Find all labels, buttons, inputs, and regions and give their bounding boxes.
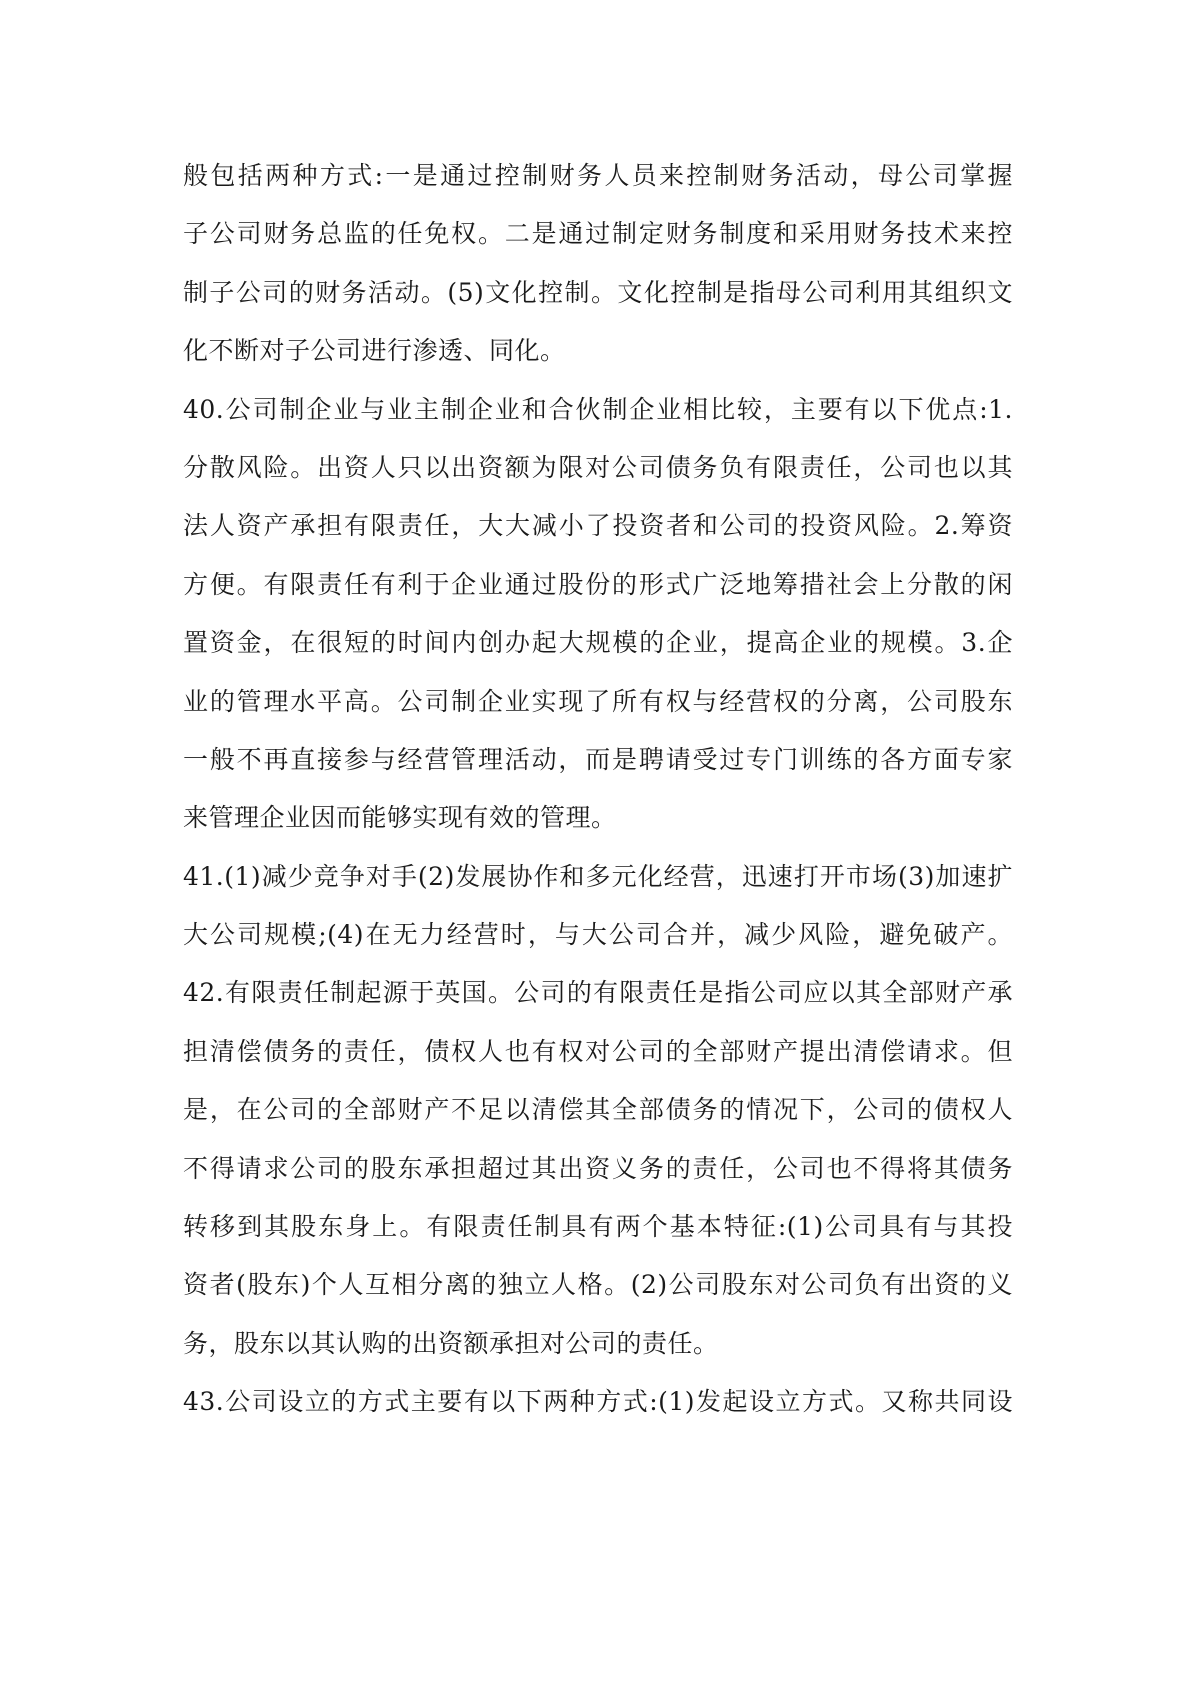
text-line: 是，在公司的全部财产不足以清偿其全部债务的情况下，公司的债权人 xyxy=(183,1095,1013,1125)
text-line: 置资金，在很短的时间内创办起大规模的企业，提高企业的规模。3.企 xyxy=(183,628,1013,658)
text-line: 子公司财务总监的任免权。二是通过制定财务制度和采用财务技术来控 xyxy=(183,219,1013,249)
text-line: 转移到其股东身上。有限责任制具有两个基本特征:(1)公司具有与其投 xyxy=(183,1212,1013,1242)
text-line: 法人资产承担有限责任，大大减小了投资者和公司的投资风险。2.筹资 xyxy=(183,511,1013,541)
text-line: 化不断对子公司进行渗透、同化。 xyxy=(183,336,566,366)
text-line: 一般不再直接参与经营管理活动，而是聘请受过专门训练的各方面专家 xyxy=(183,744,1013,774)
body-text xyxy=(183,147,1013,1432)
text-line: 般包括两种方式:一是通过控制财务人员来控制财务活动，母公司掌握 xyxy=(183,161,1013,190)
text-line: 资者(股东)个人互相分离的独立人格。(2)公司股东对公司负有出资的义 xyxy=(183,1270,1013,1300)
text-line: 40.公司制企业与业主制企业和合伙制企业相比较，主要有以下优点:1. xyxy=(183,394,1013,424)
text-line: 务，股东以其认购的出资额承担对公司的责任。 xyxy=(183,1328,719,1358)
text-line: 大公司规模;(4)在无力经营时，与大公司合并，减少风险，避免破产。 xyxy=(183,920,1013,950)
text-line: 42.有限责任制起源于英国。公司的有限责任是指公司应以其全部财产承 xyxy=(183,978,1013,1008)
text-line: 方便。有限责任有利于企业通过股份的形式广泛地筹措社会上分散的闲 xyxy=(183,569,1013,599)
text-line: 43.公司设立的方式主要有以下两种方式:(1)发起设立方式。又称共同设 xyxy=(183,1387,1013,1417)
text-line: 来管理企业因而能够实现有效的管理。 xyxy=(183,803,617,833)
text-line: 业的管理水平高。公司制企业实现了所有权与经营权的分离，公司股东 xyxy=(183,686,1013,716)
text-line: 担清偿债务的责任，债权人也有权对公司的全部财产提出清偿请求。但 xyxy=(183,1036,1013,1066)
text-line: 41.(1)减少竞争对手(2)发展协作和多元化经营，迅速打开市场(3)加速扩 xyxy=(183,861,1013,891)
text-line: 分散风险。出资人只以出资额为限对公司债务负有限责任，公司也以其 xyxy=(183,452,1013,482)
text-line: 制子公司的财务活动。(5)文化控制。文化控制是指母公司利用其组织文 xyxy=(183,277,1013,307)
text-line: 不得请求公司的股东承担超过其出资义务的责任，公司也不得将其债务 xyxy=(183,1153,1013,1183)
